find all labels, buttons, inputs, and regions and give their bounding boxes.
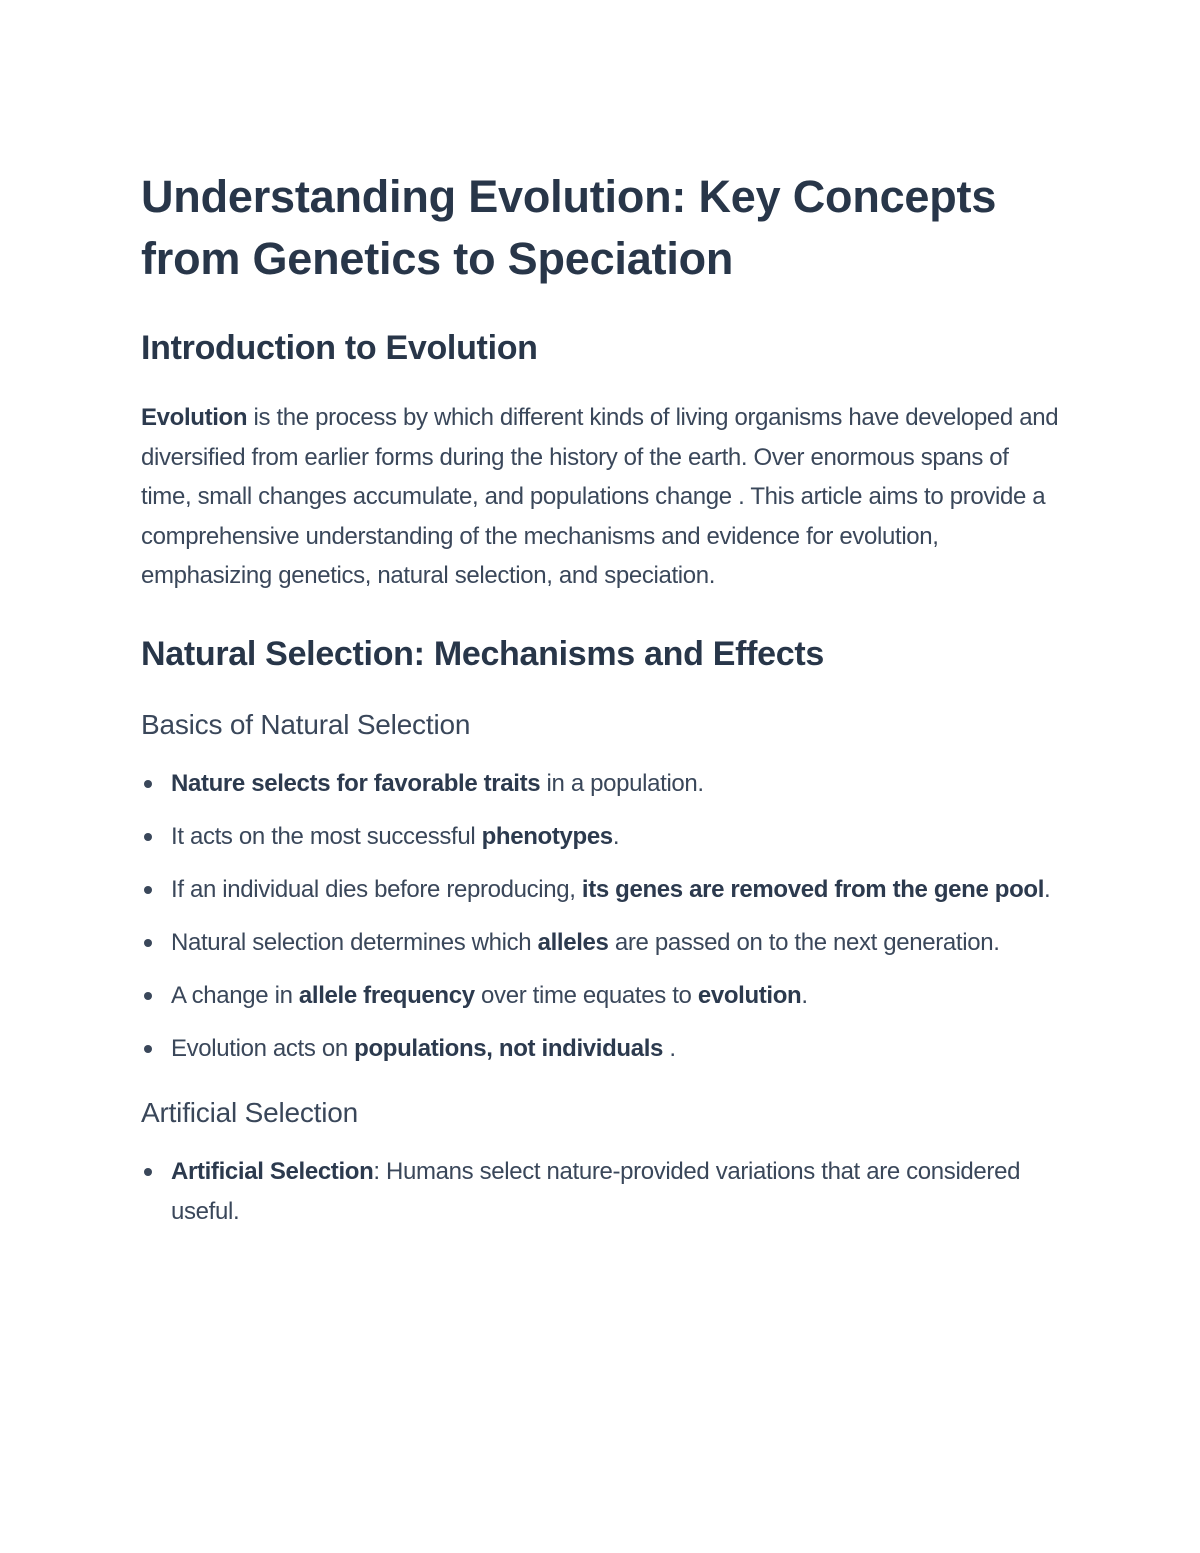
list-item — [141, 1029, 1060, 1069]
bold-text: populations, not individuals — [354, 1034, 664, 1062]
natural-selection-heading: Natural Selection: Mechanisms and Effects — [141, 634, 825, 673]
item-text: in a population. — [540, 769, 704, 797]
item-text: . — [1044, 875, 1051, 903]
intro-text: is the process by which different kinds of living organisms have developed and diversified from earlier forms during the history of the earth. Over enormous spans of time, small changes accumulate, and populations change . This article aims to provide a comprehensive understanding of the mechanisms and evidence for evolution, emphasizing genetics, natural selection, and speciation. — [141, 404, 1059, 589]
document-title: Understanding Evolution: Key Concepts from Genetics to Speciation — [141, 171, 997, 284]
list-item — [141, 764, 1060, 804]
item-text: over time equates to — [474, 981, 698, 1009]
intro-heading: Introduction to Evolution — [141, 329, 538, 367]
item-text: . — [801, 981, 808, 1009]
item-text: . — [612, 822, 620, 850]
list-item — [141, 817, 1060, 857]
artificial-selection-heading: Artificial Selection — [141, 1097, 358, 1128]
bold-text: phenotypes — [481, 822, 613, 850]
item-text: It acts on the most successful — [171, 822, 482, 850]
item-text: : Humans select nature-provided variations that are considered useful. — [171, 1158, 1021, 1225]
list-item — [141, 1152, 1060, 1231]
basics-heading: Basics of Natural Selection — [141, 708, 471, 740]
bold-text: allele frequency — [298, 981, 475, 1009]
bullet-icon — [144, 1168, 152, 1176]
item-text: Evolution acts on — [171, 1034, 355, 1062]
bullet-icon — [144, 992, 152, 1000]
list-item — [141, 923, 1060, 963]
basics-list — [141, 764, 1060, 1069]
list-item — [141, 870, 1060, 910]
item-text: are passed on to the next generation. — [608, 928, 1000, 956]
item-text: Natural selection determines which — [171, 928, 538, 956]
bold-text: alleles — [537, 928, 609, 956]
artificial-list — [141, 1152, 1060, 1231]
list-item — [141, 976, 1060, 1016]
bold-text: Artificial Selection — [171, 1158, 374, 1185]
item-text: A change in — [171, 981, 299, 1009]
item-text: If an individual dies before reproducing, — [171, 875, 582, 903]
bold-text: Nature selects for favorable traits — [171, 769, 541, 797]
bullet-icon — [144, 833, 152, 841]
bold-text: its genes are removed from the gene pool — [581, 875, 1045, 903]
intro-paragraph — [141, 398, 1060, 596]
bullet-icon — [144, 886, 152, 894]
intro-term: Evolution — [141, 404, 248, 431]
bullet-icon — [144, 939, 152, 947]
bold-text: evolution — [697, 981, 802, 1009]
item-text: . — [663, 1034, 676, 1062]
bullet-icon — [144, 1045, 152, 1053]
bullet-icon — [144, 780, 152, 788]
